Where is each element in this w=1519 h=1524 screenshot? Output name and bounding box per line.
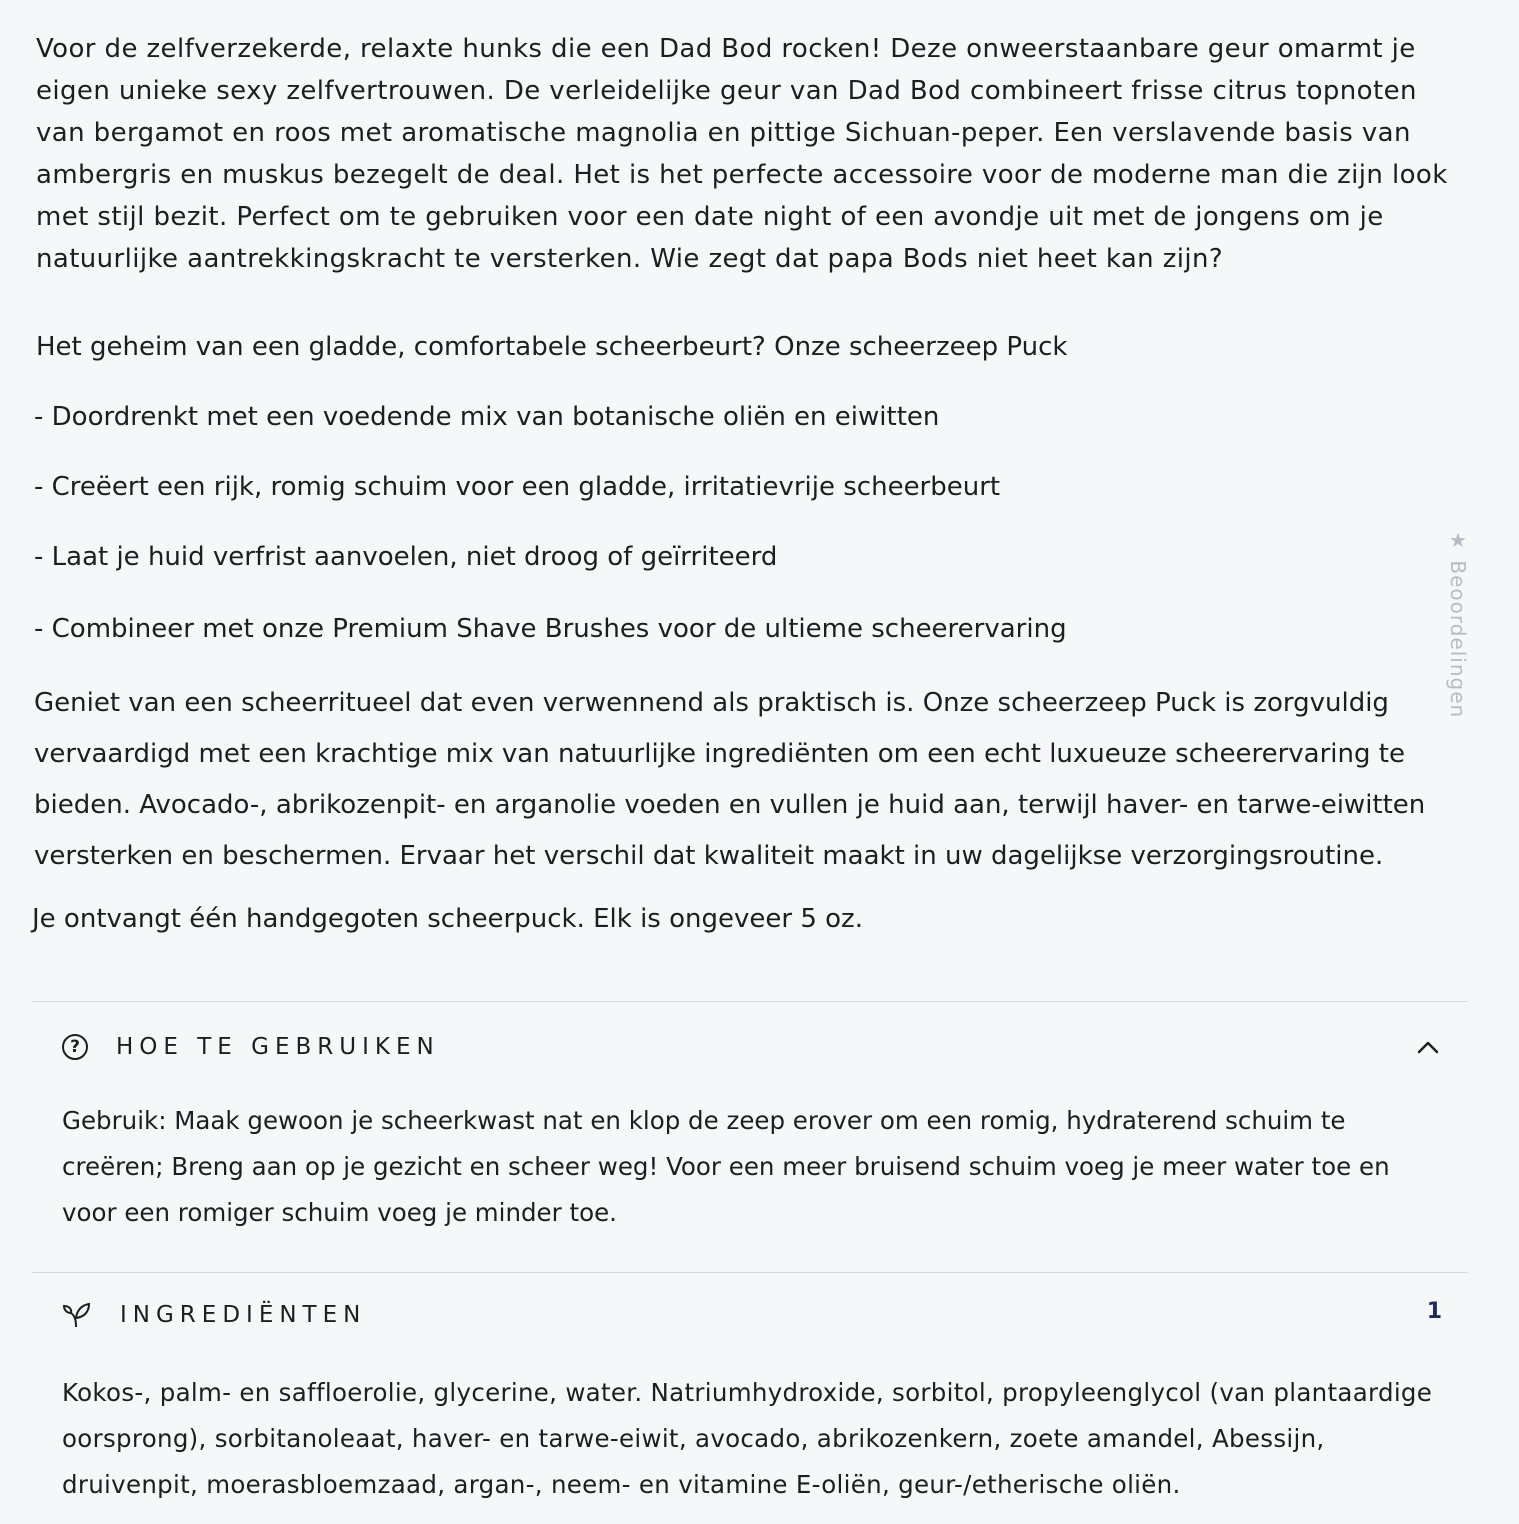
section-divider [32,1001,1468,1002]
description-secret: Het geheim van een gladde, comfortabele scheerbeurt? Onze scheerzeep Puck [36,332,1068,362]
ingredients-header[interactable] [62,1295,1442,1335]
bullet-item: - Laat je huid verfrist aanvoelen, niet droog of geïrriteerd [34,542,778,572]
reviews-label-text: Beoordelingen [1446,560,1470,719]
howto-title: HOE TE GEBRUIKEN [116,1034,440,1060]
howto-body: Gebruik: Maak gewoon je scheerkwast nat en klop de zeep erover om een romig, hydraterend schuim te creëren; Breng aan op je gezicht en scheer weg! Voor een meer bruisend schuim voeg je meer water toe en voor een romiger schuim voeg je minder toe. [62,1106,1390,1227]
description-ritual: Geniet van een scheerritueel dat even verwennend als praktisch is. Onze scheerzeep Puck is zorgvuldig vervaardigd met een krachtige mix van natuurlijke ingrediënten om een echt luxueuze scheerervaring te bieden. Avocado-, abrikozenpit- en arganolie voeden en vullen je huid aan, terwijl haver- en tarwe-eiwitten versterken en beschermen. Ervaar het verschil dat kwaliteit maakt in uw dagelijkse verzorgingsroutine. [34,688,1426,871]
chevron-up-icon[interactable] [1414,1033,1442,1061]
reviews-tab[interactable] [1446,528,1476,758]
section-divider [32,1272,1468,1273]
leaf-icon [62,1300,92,1330]
howto-header[interactable] [62,1027,1442,1067]
bullet-item: - Combineer met onze Premium Shave Brushes voor de ultieme scheerervaring [34,614,1067,644]
reviews-tab-label: ★ Beoordelingen [1446,528,1470,719]
description-intro: Voor de zelfverzekerde, relaxte hunks die een Dad Bod rocken! Deze onweerstaanbare geur omarmt je eigen unieke sexy zelfvertrouwen. De verleidelijke geur van Dad Bod combineert frisse citrus topnoten van bergamot en roos met aromatische magnolia en pittige Sichuan-peper. Een verslavende basis van ambergris en muskus bezegelt de deal. Het is het perfecte accessoire voor de moderne man die zijn look met stijl bezit. Perfect om te gebruiken voor een date night of een avondje uit met de jongens om je natuurlijke aantrekkingskracht te versterken. Wie zegt dat papa Bods niet heet kan zijn? [36,34,1448,274]
ingredients-title: INGREDIËNTEN [120,1302,367,1328]
description-receive: Je ontvangt één handgegoten scheerpuck. Elk is ongeveer 5 oz. [32,904,863,934]
bullet-item: - Doordrenkt met een voedende mix van botanische oliën en eiwitten [34,402,940,432]
bullet-item: - Creëert een rijk, romig schuim voor een gladde, irritatievrije scheerbeurt [34,472,1001,502]
question-circle-icon: ? [62,1034,88,1060]
ingredients-body: Kokos-, palm- en saffloerolie, glycerine, water. Natriumhydroxide, sorbitol, propyleenglycol (van plantaardige oorsprong), sorbitanoleaat, haver- en tarwe-eiwit, avocado, abrikozenkern, zoete amandel, Abessijn, druivenpit, moerasbloemzaad, argan-, neem- en vitamine E-oliën, geur-/etherische oliën. [62,1378,1433,1499]
ingredients-count: 1 [1426,1299,1442,1324]
